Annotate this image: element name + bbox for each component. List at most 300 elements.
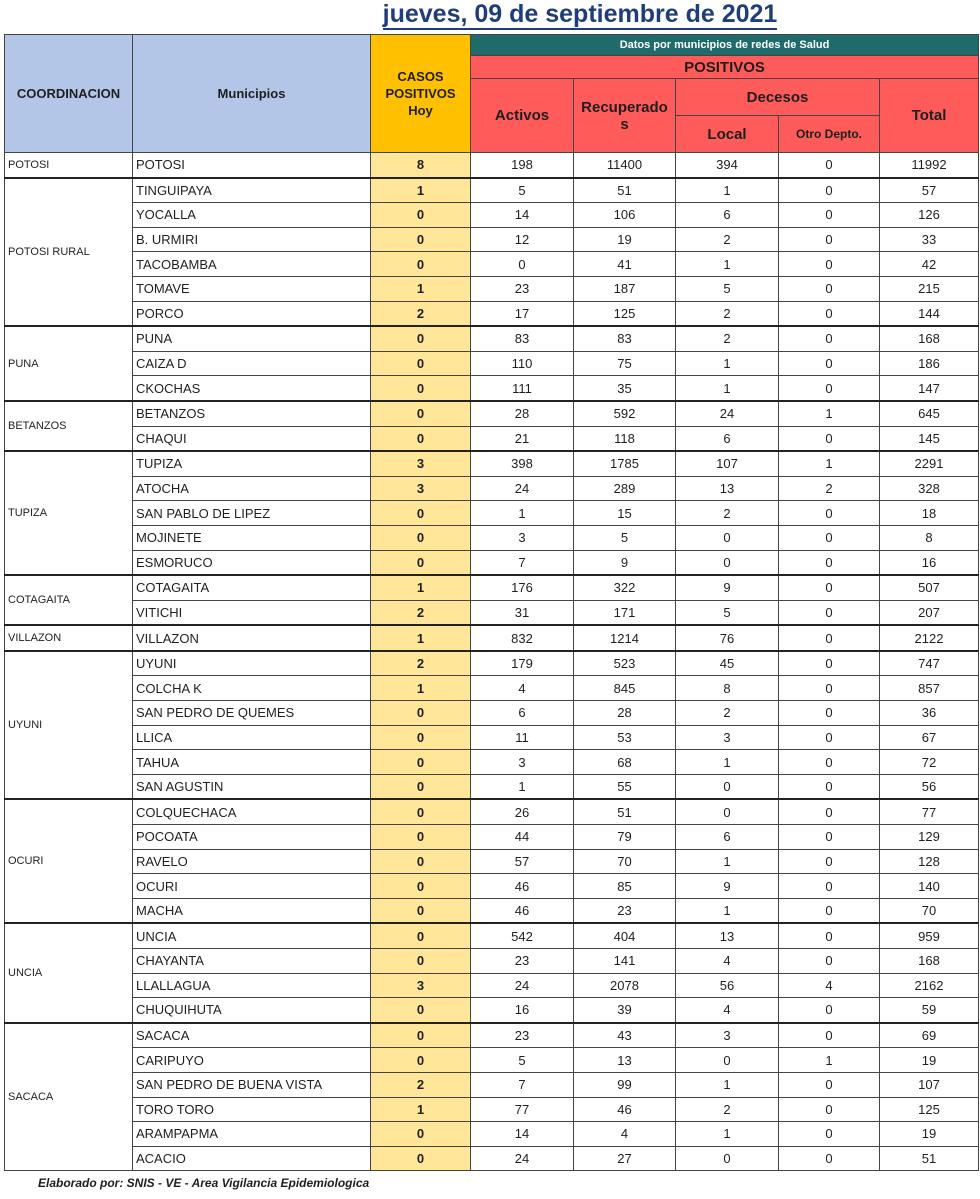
decesos-local-cell: 1 [676,1072,779,1097]
decesos-otro-cell: 0 [779,1146,880,1171]
activos-cell: 26 [471,799,574,824]
header-municipios: Municipios [133,35,371,153]
municipio-cell: CHUQUIHUTA [133,998,371,1023]
activos-cell: 24 [471,1146,574,1171]
coordinacion-cell: PUNA [5,326,133,401]
recuperados-cell: 55 [574,774,676,799]
municipio-cell: ARAMPAPMA [133,1122,371,1147]
municipio-cell: LLALLAGUA [133,973,371,998]
header-datos: Datos por municipios de redes de Salud [471,35,979,56]
casos-hoy-cell: 0 [371,849,471,874]
decesos-otro-cell: 0 [779,276,880,301]
decesos-otro-cell: 2 [779,476,880,501]
decesos-otro-cell: 0 [779,849,880,874]
casos-hoy-cell: 0 [371,326,471,351]
recuperados-cell: 68 [574,750,676,775]
decesos-local-cell: 5 [676,276,779,301]
decesos-local-cell: 3 [676,725,779,750]
activos-cell: 1 [471,501,574,526]
table-row [5,501,979,526]
decesos-otro-cell: 0 [779,898,880,923]
municipio-cell: TUPIZA [133,451,371,476]
activos-cell: 23 [471,949,574,974]
decesos-local-cell: 2 [676,326,779,351]
total-cell: 144 [880,301,979,326]
decesos-local-cell: 1 [676,1122,779,1147]
recuperados-cell: 79 [574,825,676,850]
table-header [5,35,979,153]
table-row [5,426,979,451]
recuperados-cell: 70 [574,849,676,874]
table-row [5,227,979,252]
coordinacion-cell: COTAGAITA [5,575,133,625]
header-recuperados-line1: Recuperado [581,98,668,116]
table-row [5,799,979,824]
table-body [5,153,979,1171]
decesos-local-cell: 4 [676,998,779,1023]
decesos-otro-cell: 0 [779,376,880,401]
coordinacion-cell: UNCIA [5,923,133,1022]
casos-hoy-cell: 0 [371,998,471,1023]
decesos-local-cell: 13 [676,923,779,948]
recuperados-cell: 27 [574,1146,676,1171]
decesos-local-cell: 9 [676,575,779,600]
total-cell: 959 [880,923,979,948]
total-cell: 125 [880,1097,979,1122]
activos-cell: 11 [471,725,574,750]
recuperados-cell: 85 [574,874,676,899]
municipio-cell: YOCALLA [133,203,371,228]
decesos-local-cell: 1 [676,849,779,874]
coordinacion-cell: UYUNI [5,651,133,800]
casos-hoy-cell: 1 [371,178,471,203]
casos-hoy-cell: 3 [371,451,471,476]
header-recuperados [574,79,676,153]
activos-cell: 110 [471,351,574,376]
activos-cell: 179 [471,651,574,676]
activos-cell: 24 [471,476,574,501]
total-cell: 215 [880,276,979,301]
municipio-cell: TAHUA [133,750,371,775]
casos-hoy-cell: 0 [371,1048,471,1073]
decesos-otro-cell: 0 [779,1122,880,1147]
table-row [5,550,979,575]
total-cell: 2162 [880,973,979,998]
municipio-cell: VITICHI [133,600,371,625]
decesos-otro-cell: 0 [779,825,880,850]
municipio-cell: PUNA [133,326,371,351]
activos-cell: 46 [471,874,574,899]
municipio-cell: LLICA [133,725,371,750]
recuperados-cell: 53 [574,725,676,750]
casos-hoy-cell: 0 [371,1023,471,1048]
municipio-cell: B. URMIRI [133,227,371,252]
decesos-otro-cell: 0 [779,153,880,178]
municipio-cell: ESMORUCO [133,550,371,575]
total-cell: 67 [880,725,979,750]
recuperados-cell: 28 [574,701,676,726]
activos-cell: 28 [471,401,574,426]
total-cell: 77 [880,799,979,824]
casos-hoy-cell: 0 [371,774,471,799]
municipio-cell: OCURI [133,874,371,899]
decesos-otro-cell: 0 [779,625,880,651]
casos-hoy-cell: 2 [371,301,471,326]
casos-hoy-cell: 0 [371,701,471,726]
decesos-local-cell: 56 [676,973,779,998]
casos-hoy-cell: 0 [371,401,471,426]
decesos-local-cell: 45 [676,651,779,676]
table-row [5,923,979,948]
table-row [5,401,979,426]
decesos-local-cell: 1 [676,376,779,401]
municipio-cell: CKOCHAS [133,376,371,401]
coordinacion-cell: VILLAZON [5,625,133,651]
coordinacion-cell: POTOSI [5,153,133,178]
total-cell: 59 [880,998,979,1023]
table-row [5,326,979,351]
decesos-otro-cell: 0 [779,227,880,252]
total-cell: 69 [880,1023,979,1048]
recuperados-cell: 289 [574,476,676,501]
decesos-local-cell: 2 [676,501,779,526]
decesos-local-cell: 2 [676,701,779,726]
total-cell: 147 [880,376,979,401]
total-cell: 168 [880,326,979,351]
municipio-cell: MACHA [133,898,371,923]
total-cell: 8 [880,525,979,550]
recuperados-cell: 118 [574,426,676,451]
table-row [5,874,979,899]
recuperados-cell: 404 [574,923,676,948]
total-cell: 747 [880,651,979,676]
municipio-cell: ACACIO [133,1146,371,1171]
table-row [5,153,979,178]
total-cell: 145 [880,426,979,451]
municipio-cell: SACACA [133,1023,371,1048]
table-row [5,1023,979,1048]
decesos-local-cell: 6 [676,203,779,228]
decesos-local-cell: 107 [676,451,779,476]
table-row [5,575,979,600]
casos-hoy-cell: 1 [371,276,471,301]
activos-cell: 23 [471,276,574,301]
decesos-local-cell: 9 [676,874,779,899]
casos-hoy-cell: 1 [371,1097,471,1122]
total-cell: 19 [880,1122,979,1147]
decesos-local-cell: 1 [676,178,779,203]
recuperados-cell: 171 [574,600,676,625]
recuperados-cell: 15 [574,501,676,526]
decesos-otro-cell: 0 [779,600,880,625]
table-row [5,252,979,277]
municipio-cell: SAN PEDRO DE QUEMES [133,701,371,726]
activos-cell: 7 [471,1072,574,1097]
recuperados-cell: 2078 [574,973,676,998]
recuperados-cell: 51 [574,178,676,203]
decesos-local-cell: 6 [676,825,779,850]
decesos-otro-cell: 1 [779,401,880,426]
table-row [5,1122,979,1147]
coordinacion-cell: SACACA [5,1023,133,1171]
total-cell: 33 [880,227,979,252]
recuperados-cell: 75 [574,351,676,376]
decesos-local-cell: 1 [676,898,779,923]
activos-cell: 83 [471,326,574,351]
decesos-local-cell: 1 [676,252,779,277]
recuperados-cell: 322 [574,575,676,600]
casos-hoy-cell: 0 [371,725,471,750]
recuperados-cell: 35 [574,376,676,401]
recuperados-cell: 83 [574,326,676,351]
casos-hoy-cell: 0 [371,501,471,526]
municipio-cell: MOJINETE [133,525,371,550]
municipio-cell: CHAYANTA [133,949,371,974]
casos-hoy-cell: 0 [371,525,471,550]
recuperados-cell: 19 [574,227,676,252]
header-positivos: POSITIVOS [471,56,979,79]
table-row [5,1146,979,1171]
total-cell: 18 [880,501,979,526]
decesos-local-cell: 0 [676,774,779,799]
municipio-cell: ATOCHA [133,476,371,501]
municipio-cell: BETANZOS [133,401,371,426]
coordinacion-cell: BETANZOS [5,401,133,451]
activos-cell: 3 [471,750,574,775]
table-row [5,178,979,203]
header-casos-line2: POSITIVOS [385,86,456,101]
decesos-otro-cell: 0 [779,550,880,575]
total-cell: 19 [880,1048,979,1073]
casos-hoy-cell: 2 [371,1072,471,1097]
activos-cell: 16 [471,998,574,1023]
activos-cell: 398 [471,451,574,476]
decesos-local-cell: 0 [676,1048,779,1073]
header-local: Local [676,116,779,153]
decesos-otro-cell: 0 [779,799,880,824]
recuperados-cell: 845 [574,676,676,701]
casos-hoy-cell: 0 [371,874,471,899]
table-row [5,625,979,651]
municipio-cell: SAN AGUSTIN [133,774,371,799]
decesos-otro-cell: 1 [779,451,880,476]
activos-cell: 1 [471,774,574,799]
activos-cell: 176 [471,575,574,600]
table-row [5,998,979,1023]
activos-cell: 3 [471,525,574,550]
decesos-otro-cell: 0 [779,575,880,600]
total-cell: 126 [880,203,979,228]
casos-hoy-cell: 1 [371,575,471,600]
activos-cell: 21 [471,426,574,451]
recuperados-cell: 592 [574,401,676,426]
decesos-otro-cell: 4 [779,973,880,998]
recuperados-cell: 39 [574,998,676,1023]
municipio-cell: SAN PEDRO DE BUENA VISTA [133,1072,371,1097]
decesos-local-cell: 394 [676,153,779,178]
total-cell: 168 [880,949,979,974]
municipio-cell: TINGUIPAYA [133,178,371,203]
decesos-otro-cell: 0 [779,923,880,948]
decesos-local-cell: 0 [676,525,779,550]
table-row [5,774,979,799]
recuperados-cell: 41 [574,252,676,277]
activos-cell: 31 [471,600,574,625]
casos-hoy-cell: 2 [371,600,471,625]
activos-cell: 198 [471,153,574,178]
total-cell: 70 [880,898,979,923]
total-cell: 51 [880,1146,979,1171]
total-cell: 186 [880,351,979,376]
coordinacion-cell: POTOSI RURAL [5,178,133,327]
header-decesos: Decesos [676,79,880,116]
casos-hoy-cell: 3 [371,476,471,501]
casos-hoy-cell: 0 [371,1146,471,1171]
municipio-cell: COLQUECHACA [133,799,371,824]
casos-hoy-cell: 0 [371,227,471,252]
decesos-otro-cell: 0 [779,326,880,351]
recuperados-cell: 5 [574,525,676,550]
table-row [5,725,979,750]
casos-hoy-cell: 0 [371,550,471,575]
total-cell: 129 [880,825,979,850]
municipio-cell: RAVELO [133,849,371,874]
casos-hoy-cell: 0 [371,252,471,277]
municipio-cell: SAN PABLO DE LIPEZ [133,501,371,526]
casos-hoy-cell: 0 [371,203,471,228]
recuperados-cell: 106 [574,203,676,228]
decesos-local-cell: 0 [676,550,779,575]
recuperados-cell: 187 [574,276,676,301]
decesos-otro-cell: 0 [779,525,880,550]
recuperados-cell: 43 [574,1023,676,1048]
decesos-local-cell: 1 [676,750,779,775]
header-casos-line1: CASOS [397,69,444,84]
activos-cell: 111 [471,376,574,401]
table-row [5,825,979,850]
decesos-local-cell: 2 [676,1097,779,1122]
activos-cell: 77 [471,1097,574,1122]
table-row [5,351,979,376]
activos-cell: 24 [471,973,574,998]
total-cell: 328 [880,476,979,501]
covid-cases-table [4,34,979,1171]
decesos-local-cell: 6 [676,426,779,451]
total-cell: 2291 [880,451,979,476]
header-activos: Activos [471,79,574,153]
casos-hoy-cell: 0 [371,1122,471,1147]
total-cell: 140 [880,874,979,899]
activos-cell: 14 [471,203,574,228]
decesos-otro-cell: 0 [779,1097,880,1122]
table-row [5,676,979,701]
decesos-otro-cell: 0 [779,178,880,203]
decesos-otro-cell: 0 [779,301,880,326]
total-cell: 107 [880,1072,979,1097]
casos-hoy-cell: 0 [371,426,471,451]
decesos-local-cell: 0 [676,799,779,824]
recuperados-cell: 46 [574,1097,676,1122]
total-cell: 857 [880,676,979,701]
activos-cell: 7 [471,550,574,575]
decesos-local-cell: 4 [676,949,779,974]
header-recuperados-line2: s [620,115,629,133]
table-row [5,750,979,775]
activos-cell: 57 [471,849,574,874]
casos-hoy-cell: 8 [371,153,471,178]
decesos-local-cell: 13 [676,476,779,501]
table-row [5,1048,979,1073]
total-cell: 645 [880,401,979,426]
activos-cell: 17 [471,301,574,326]
header-casos-hoy [371,35,471,153]
activos-cell: 6 [471,701,574,726]
table-row [5,525,979,550]
recuperados-cell: 13 [574,1048,676,1073]
table-row [5,701,979,726]
table-row [5,949,979,974]
footer-credit: Elaborado por: SNIS - VE - Area Vigilancia Epidemiologica [38,1176,370,1190]
activos-cell: 542 [471,923,574,948]
activos-cell: 832 [471,625,574,651]
table-row [5,898,979,923]
recuperados-cell: 9 [574,550,676,575]
coordinacion-cell: TUPIZA [5,451,133,575]
activos-cell: 5 [471,1048,574,1073]
casos-hoy-cell: 0 [371,750,471,775]
municipio-cell: UYUNI [133,651,371,676]
municipio-cell: CARIPUYO [133,1048,371,1073]
casos-hoy-cell: 3 [371,973,471,998]
decesos-otro-cell: 0 [779,1023,880,1048]
casos-hoy-cell: 0 [371,351,471,376]
table-row [5,1097,979,1122]
recuperados-cell: 23 [574,898,676,923]
recuperados-cell: 4 [574,1122,676,1147]
recuperados-cell: 523 [574,651,676,676]
total-cell: 207 [880,600,979,625]
recuperados-cell: 141 [574,949,676,974]
decesos-local-cell: 2 [676,301,779,326]
decesos-otro-cell: 0 [779,203,880,228]
total-cell: 507 [880,575,979,600]
header-coordinacion: COORDINACION [5,35,133,153]
coordinacion-cell: OCURI [5,799,133,923]
total-cell: 128 [880,849,979,874]
header-total: Total [880,79,979,153]
decesos-otro-cell: 0 [779,750,880,775]
casos-hoy-cell: 0 [371,825,471,850]
activos-cell: 14 [471,1122,574,1147]
casos-hoy-cell: 1 [371,676,471,701]
total-cell: 56 [880,774,979,799]
activos-cell: 46 [471,898,574,923]
decesos-otro-cell: 0 [779,252,880,277]
decesos-local-cell: 2 [676,227,779,252]
municipio-cell: PORCO [133,301,371,326]
decesos-otro-cell: 0 [779,426,880,451]
decesos-local-cell: 1 [676,351,779,376]
table-row [5,451,979,476]
recuperados-cell: 11400 [574,153,676,178]
total-cell: 72 [880,750,979,775]
municipio-cell: POTOSI [133,153,371,178]
activos-cell: 0 [471,252,574,277]
casos-hoy-cell: 0 [371,799,471,824]
municipio-cell: TACOBAMBA [133,252,371,277]
table-row [5,203,979,228]
table-row [5,476,979,501]
